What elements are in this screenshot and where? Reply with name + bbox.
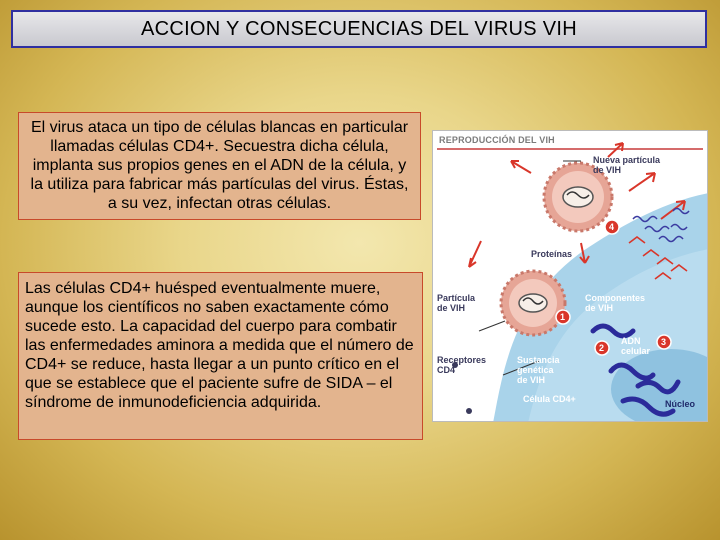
virus-particle-incoming-icon: [501, 271, 565, 335]
label-components: Componentes de VIH: [585, 293, 646, 313]
label-genetic-material: Sustancia genética de VIH: [517, 355, 560, 385]
label-nucleus: Núcleo: [665, 399, 696, 409]
slide-title-bar: [11, 10, 707, 48]
step-badge-4: 4: [609, 222, 615, 232]
label-new-particle: Nueva partícula de VIH: [593, 155, 661, 175]
step-badge-1: 1: [560, 312, 566, 322]
paragraph-2-text: Las células CD4+ huésped eventualmente muere, aunque los científicos no saben exactamente cómo sucede esto. La capacidad del cuerpo para combatir las enfermedades aminora a medida que el número de CD4+ se reduce, hasta llegar a un punto crítico en el que se establece que el paciente sufre de SIDA – el síndrome de inmunodeficiencia adquirida.: [25, 280, 414, 411]
paragraph-1-text: El virus ataca un tipo de células blancas en particular llamadas células CD4+. Secuestra dicha célula, implanta sus propios genes en el ADN de la célula, y la utiliza para fabricar más partículas del virus. Éstas, a su vez, infectan otras células.: [30, 119, 409, 212]
receptor-dot: [466, 408, 472, 414]
paragraph-box-2: [18, 272, 423, 440]
label-receptors: Receptores CD4: [437, 355, 487, 375]
slide-title: ACCION Y CONSECUENCIAS DEL VIRUS VIH: [140, 17, 578, 40]
hiv-reproduction-figure: [432, 130, 708, 422]
label-proteins: Proteínas: [531, 249, 573, 259]
step-badge-2: 2: [599, 343, 605, 353]
label-particle: Partícula de VIH: [437, 293, 476, 313]
pointer-line: [479, 321, 505, 331]
step-badge-3: 3: [661, 337, 667, 347]
label-cd4-cell: Célula CD4+: [523, 394, 576, 404]
figure-title: REPRODUCCIÓN DEL VIH: [439, 135, 555, 145]
paragraph-box-1: [18, 112, 421, 220]
figure-illustration: [433, 131, 708, 422]
label-dna: ADN celular: [621, 336, 651, 356]
